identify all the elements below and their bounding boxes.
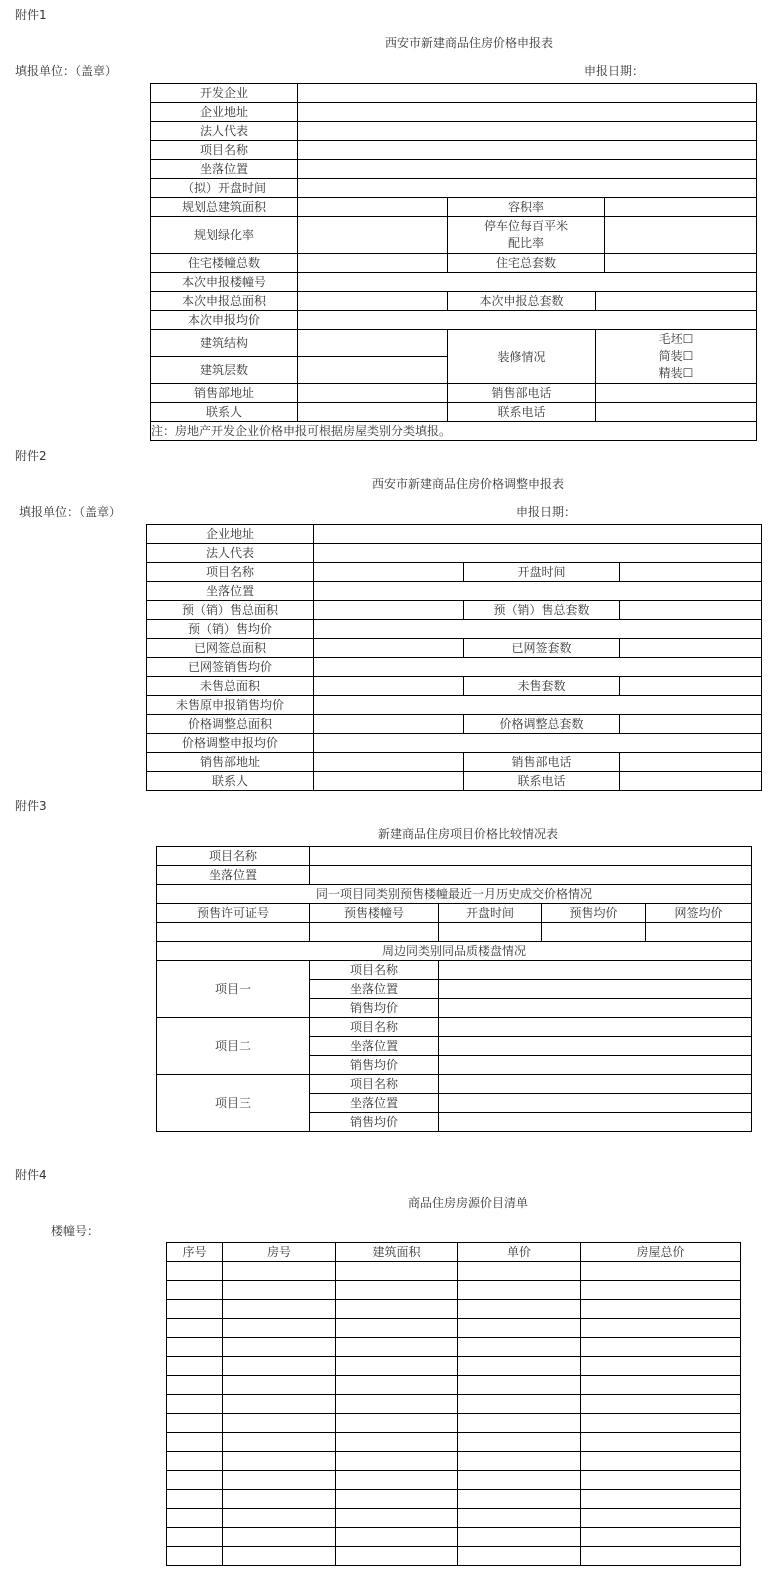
input-adjust-area[interactable] bbox=[314, 715, 464, 734]
checkbox-fine[interactable]: 精装☐ bbox=[658, 366, 694, 380]
label-location: 坐落位置 bbox=[157, 866, 310, 885]
table-row bbox=[167, 1490, 741, 1509]
label-signed-area: 已网签总面积 bbox=[147, 639, 314, 658]
input-cell[interactable] bbox=[439, 961, 752, 980]
col-total-price: 房屋总价 bbox=[581, 1243, 741, 1262]
label-company-address: 企业地址 bbox=[147, 525, 314, 544]
input-cell[interactable] bbox=[223, 1281, 336, 1300]
input-unsold-area[interactable] bbox=[314, 677, 464, 696]
col-presale-building: 预售楼幢号 bbox=[310, 904, 439, 923]
input-cell[interactable] bbox=[458, 1528, 581, 1547]
input-cell[interactable] bbox=[336, 1262, 458, 1281]
input-cell[interactable] bbox=[336, 1547, 458, 1566]
col-presale-permit: 预售许可证号 bbox=[157, 904, 310, 923]
input-cell[interactable] bbox=[167, 1509, 223, 1528]
input-cell[interactable] bbox=[167, 1452, 223, 1471]
label-opening-time: 开盘时间 bbox=[464, 563, 620, 582]
field-label: 坐落位置 bbox=[310, 1094, 439, 1113]
field-label: 销售均价 bbox=[310, 999, 439, 1018]
nearby-project-2-label: 项目二 bbox=[157, 1018, 310, 1075]
input-developer[interactable] bbox=[298, 84, 757, 103]
input-declared-area[interactable] bbox=[298, 292, 448, 311]
nearby-project-1-label: 项目一 bbox=[157, 961, 310, 1018]
table-row bbox=[167, 1338, 741, 1357]
table-row bbox=[167, 1262, 741, 1281]
col-floor-area: 建筑面积 bbox=[336, 1243, 458, 1262]
input-sales-phone[interactable] bbox=[620, 753, 762, 772]
label-planned-total-area: 规划总建筑面积 bbox=[151, 198, 298, 217]
table-row bbox=[167, 1376, 741, 1395]
input-cell[interactable] bbox=[167, 1319, 223, 1338]
input-cell[interactable] bbox=[336, 1338, 458, 1357]
input-cell[interactable] bbox=[167, 1395, 223, 1414]
input-cell[interactable] bbox=[581, 1281, 741, 1300]
unit-price-list-table bbox=[166, 1242, 741, 1566]
input-cell[interactable] bbox=[223, 1528, 336, 1547]
input-sales-phone[interactable] bbox=[596, 384, 757, 403]
label-signed-units: 已网签套数 bbox=[464, 639, 620, 658]
input-cell[interactable] bbox=[336, 1357, 458, 1376]
input-cell[interactable] bbox=[458, 1319, 581, 1338]
label-building-numbers: 本次申报楼幢号 bbox=[151, 273, 298, 292]
label-unsold-area: 未售总面积 bbox=[147, 677, 314, 696]
input-sales-address[interactable] bbox=[314, 753, 464, 772]
field-label: 项目名称 bbox=[310, 1075, 439, 1094]
table-row bbox=[167, 1433, 741, 1452]
input-cell[interactable] bbox=[336, 1490, 458, 1509]
col-opening-time: 开盘时间 bbox=[439, 904, 542, 923]
input-cell[interactable] bbox=[581, 1376, 741, 1395]
input-cell[interactable] bbox=[439, 1056, 752, 1075]
input-cell[interactable] bbox=[336, 1528, 458, 1547]
input-cell[interactable] bbox=[223, 1319, 336, 1338]
input-cell[interactable] bbox=[167, 1547, 223, 1566]
label-adjust-avg: 价格调整申报均价 bbox=[147, 734, 314, 753]
input-cell[interactable] bbox=[167, 1262, 223, 1281]
label-declared-area: 本次申报总面积 bbox=[151, 292, 298, 311]
attachment1-unit-label: 填报单位：（盖章） bbox=[15, 64, 118, 78]
input-cell[interactable] bbox=[581, 1433, 741, 1452]
field-label: 销售均价 bbox=[310, 1056, 439, 1075]
parking-ratio-line1: 停车位每百平米 bbox=[483, 219, 568, 233]
label-floors: 建筑层数 bbox=[151, 357, 298, 384]
attachment2-title: 西安市新建商品住房价格调整申报表 bbox=[372, 477, 565, 491]
input-cell[interactable] bbox=[581, 1452, 741, 1471]
input-cell[interactable] bbox=[223, 1433, 336, 1452]
input-cell[interactable] bbox=[336, 1414, 458, 1433]
input-cell[interactable] bbox=[458, 1357, 581, 1376]
input-cell[interactable] bbox=[581, 1262, 741, 1281]
col-room-no: 房号 bbox=[223, 1243, 336, 1262]
label-plot-ratio: 容积率 bbox=[448, 198, 605, 217]
input-cell[interactable] bbox=[581, 1395, 741, 1414]
history-header: 同一项目同类别预售楼幢最近一月历史成交价格情况 bbox=[157, 885, 752, 904]
input-cell[interactable] bbox=[542, 923, 646, 942]
input-location[interactable] bbox=[310, 866, 752, 885]
field-label: 项目名称 bbox=[310, 961, 439, 980]
input-cell[interactable] bbox=[167, 1528, 223, 1547]
input-cell[interactable] bbox=[167, 1357, 223, 1376]
label-contact: 联系人 bbox=[147, 772, 314, 791]
label-unsold-orig-avg: 未售原申报销售均价 bbox=[147, 696, 314, 715]
price-adjustment-table bbox=[146, 524, 762, 791]
input-cell[interactable] bbox=[439, 1094, 752, 1113]
input-contact[interactable] bbox=[314, 772, 464, 791]
input-cell[interactable] bbox=[223, 1490, 336, 1509]
input-cell[interactable] bbox=[581, 1319, 741, 1338]
price-comparison-table bbox=[156, 846, 752, 1132]
field-label: 坐落位置 bbox=[310, 1037, 439, 1056]
input-cell[interactable] bbox=[167, 1281, 223, 1300]
field-label: 销售均价 bbox=[310, 1113, 439, 1132]
input-structure[interactable] bbox=[298, 330, 448, 357]
attachment3-title: 新建商品住房项目价格比较情况表 bbox=[378, 827, 559, 841]
input-plot-ratio[interactable] bbox=[605, 198, 757, 217]
input-cell[interactable] bbox=[336, 1395, 458, 1414]
label-presale-units: 预（销）售总套数 bbox=[464, 601, 620, 620]
decoration-options bbox=[596, 330, 757, 384]
input-cell[interactable] bbox=[439, 1037, 752, 1056]
label-location: 坐落位置 bbox=[147, 582, 314, 601]
table-row bbox=[167, 1509, 741, 1528]
input-opening-time[interactable] bbox=[620, 563, 762, 582]
input-floors[interactable] bbox=[298, 357, 448, 384]
col-seq: 序号 bbox=[167, 1243, 223, 1262]
input-declared-units[interactable] bbox=[596, 292, 757, 311]
label-sales-phone: 销售部电话 bbox=[464, 753, 620, 772]
field-label: 项目名称 bbox=[310, 1018, 439, 1037]
price-list-body bbox=[167, 1262, 741, 1566]
attachment3-tag: 附件3 bbox=[15, 799, 47, 813]
input-cell[interactable] bbox=[223, 1300, 336, 1319]
input-project-name[interactable] bbox=[314, 563, 464, 582]
label-location: 坐落位置 bbox=[151, 160, 298, 179]
label-structure: 建筑结构 bbox=[151, 330, 298, 357]
checkbox-simple[interactable]: 简装☐ bbox=[658, 349, 694, 363]
label-sales-phone: 销售部电话 bbox=[448, 384, 596, 403]
label-parking-ratio bbox=[448, 217, 605, 254]
label-unsold-units: 未售套数 bbox=[464, 677, 620, 696]
input-cell[interactable] bbox=[336, 1433, 458, 1452]
input-cell[interactable] bbox=[439, 923, 542, 942]
input-cell[interactable] bbox=[581, 1357, 741, 1376]
input-adjust-avg[interactable] bbox=[314, 734, 762, 753]
input-cell[interactable] bbox=[646, 923, 752, 942]
checkbox-rough[interactable]: 毛坯☐ bbox=[658, 332, 694, 346]
input-legal-rep[interactable] bbox=[298, 122, 757, 141]
attachment1-tag: 附件1 bbox=[15, 8, 47, 22]
input-cell[interactable] bbox=[458, 1338, 581, 1357]
input-cell[interactable] bbox=[157, 923, 310, 942]
input-cell[interactable] bbox=[458, 1281, 581, 1300]
input-presale-units[interactable] bbox=[620, 601, 762, 620]
input-adjust-units[interactable] bbox=[620, 715, 762, 734]
field-label: 坐落位置 bbox=[310, 980, 439, 999]
input-cell[interactable] bbox=[223, 1471, 336, 1490]
input-cell[interactable] bbox=[458, 1452, 581, 1471]
label-project-name: 项目名称 bbox=[157, 847, 310, 866]
input-location[interactable] bbox=[314, 582, 762, 601]
table-row bbox=[167, 1357, 741, 1376]
input-project-name[interactable] bbox=[310, 847, 752, 866]
nearby-header: 周边同类别同品质楼盘情况 bbox=[157, 942, 752, 961]
input-cell[interactable] bbox=[458, 1262, 581, 1281]
input-contact-phone[interactable] bbox=[596, 403, 757, 422]
input-cell[interactable] bbox=[336, 1376, 458, 1395]
input-cell[interactable] bbox=[581, 1547, 741, 1566]
input-cell[interactable] bbox=[581, 1300, 741, 1319]
input-parking-ratio[interactable] bbox=[605, 217, 757, 254]
input-cell[interactable] bbox=[439, 1018, 752, 1037]
input-building-count[interactable] bbox=[298, 254, 448, 273]
label-decoration: 装修情况 bbox=[448, 330, 596, 384]
table-row bbox=[167, 1528, 741, 1547]
input-cell[interactable] bbox=[336, 1452, 458, 1471]
input-cell[interactable] bbox=[167, 1414, 223, 1433]
label-contact-phone: 联系电话 bbox=[448, 403, 596, 422]
col-signed-avg: 网签均价 bbox=[646, 904, 752, 923]
label-company-address: 企业地址 bbox=[151, 103, 298, 122]
input-unsold-orig-avg[interactable] bbox=[314, 696, 762, 715]
input-cell[interactable] bbox=[458, 1547, 581, 1566]
label-declared-avg-price: 本次申报均价 bbox=[151, 311, 298, 330]
input-cell[interactable] bbox=[439, 1075, 752, 1094]
input-cell[interactable] bbox=[167, 1338, 223, 1357]
table-row bbox=[167, 1547, 741, 1566]
input-legal-rep[interactable] bbox=[314, 544, 762, 563]
label-declared-units: 本次申报总套数 bbox=[448, 292, 596, 311]
input-green-ratio[interactable] bbox=[298, 217, 448, 254]
input-cell[interactable] bbox=[223, 1452, 336, 1471]
input-presale-avg[interactable] bbox=[314, 620, 762, 639]
input-contact-phone[interactable] bbox=[620, 772, 762, 791]
input-unit-total[interactable] bbox=[605, 254, 757, 273]
input-cell[interactable] bbox=[581, 1528, 741, 1547]
input-cell[interactable] bbox=[336, 1300, 458, 1319]
input-cell[interactable] bbox=[167, 1490, 223, 1509]
label-developer: 开发企业 bbox=[151, 84, 298, 103]
label-adjust-units: 价格调整总套数 bbox=[464, 715, 620, 734]
label-sales-address: 销售部地址 bbox=[147, 753, 314, 772]
price-declaration-table bbox=[150, 83, 757, 441]
input-signed-avg[interactable] bbox=[314, 658, 762, 677]
input-cell[interactable] bbox=[439, 980, 752, 999]
label-project-name: 项目名称 bbox=[147, 563, 314, 582]
building-number-label: 楼幢号： bbox=[51, 1224, 100, 1238]
input-cell[interactable] bbox=[458, 1395, 581, 1414]
table-row bbox=[167, 1300, 741, 1319]
input-presale-area[interactable] bbox=[314, 601, 464, 620]
table-note: 注：房地产开发企业价格申报可根据房屋类别分类填报。 bbox=[151, 422, 757, 441]
label-contact: 联系人 bbox=[151, 403, 298, 422]
input-company-address[interactable] bbox=[298, 103, 757, 122]
input-contact[interactable] bbox=[298, 403, 448, 422]
label-project-name: 项目名称 bbox=[151, 141, 298, 160]
label-unit-total: 住宅总套数 bbox=[448, 254, 605, 273]
input-cell[interactable] bbox=[581, 1490, 741, 1509]
attachment2-tag: 附件2 bbox=[15, 449, 47, 463]
input-cell[interactable] bbox=[458, 1471, 581, 1490]
input-sales-address[interactable] bbox=[298, 384, 448, 403]
input-project-name[interactable] bbox=[298, 141, 757, 160]
input-cell[interactable] bbox=[167, 1376, 223, 1395]
input-cell[interactable] bbox=[458, 1414, 581, 1433]
input-cell[interactable] bbox=[336, 1281, 458, 1300]
label-contact-phone: 联系电话 bbox=[464, 772, 620, 791]
input-cell[interactable] bbox=[581, 1338, 741, 1357]
label-opening-time: （拟）开盘时间 bbox=[151, 179, 298, 198]
label-building-count: 住宅楼幢总数 bbox=[151, 254, 298, 273]
input-building-numbers[interactable] bbox=[298, 273, 757, 292]
input-cell[interactable] bbox=[223, 1338, 336, 1357]
table-row bbox=[167, 1471, 741, 1490]
input-cell[interactable] bbox=[223, 1262, 336, 1281]
input-cell[interactable] bbox=[223, 1395, 336, 1414]
input-cell[interactable] bbox=[223, 1376, 336, 1395]
attachment1-title: 西安市新建商品住房价格申报表 bbox=[385, 36, 554, 50]
nearby-project-3-label: 项目三 bbox=[157, 1075, 310, 1132]
input-cell[interactable] bbox=[458, 1300, 581, 1319]
table-row bbox=[167, 1395, 741, 1414]
label-presale-area: 预（销）售总面积 bbox=[147, 601, 314, 620]
input-cell[interactable] bbox=[336, 1319, 458, 1338]
input-cell[interactable] bbox=[167, 1433, 223, 1452]
col-unit-price: 单价 bbox=[458, 1243, 581, 1262]
table-row bbox=[167, 1319, 741, 1338]
input-cell[interactable] bbox=[167, 1471, 223, 1490]
input-cell[interactable] bbox=[223, 1357, 336, 1376]
attachment4-title: 商品住房房源价目清单 bbox=[408, 1196, 529, 1210]
input-cell[interactable] bbox=[167, 1300, 223, 1319]
input-cell[interactable] bbox=[581, 1509, 741, 1528]
input-location[interactable] bbox=[298, 160, 757, 179]
input-cell[interactable] bbox=[310, 923, 439, 942]
label-signed-avg: 已网签销售均价 bbox=[147, 658, 314, 677]
input-unsold-units[interactable] bbox=[620, 677, 762, 696]
input-signed-units[interactable] bbox=[620, 639, 762, 658]
input-company-address[interactable] bbox=[314, 525, 762, 544]
label-presale-avg: 预（销）售均价 bbox=[147, 620, 314, 639]
attachment2-unit-label: 填报单位：（盖章） bbox=[19, 505, 122, 519]
input-cell[interactable] bbox=[439, 999, 752, 1018]
col-presale-avg: 预售均价 bbox=[542, 904, 646, 923]
attachment2-date-label: 申报日期： bbox=[516, 505, 577, 519]
input-cell[interactable] bbox=[439, 1113, 752, 1132]
input-declared-avg-price[interactable] bbox=[298, 311, 757, 330]
label-sales-address: 销售部地址 bbox=[151, 384, 298, 403]
input-cell[interactable] bbox=[223, 1414, 336, 1433]
table-row bbox=[167, 1452, 741, 1471]
attachment4-tag: 附件4 bbox=[15, 1168, 47, 1182]
input-signed-area[interactable] bbox=[314, 639, 464, 658]
input-cell[interactable] bbox=[458, 1433, 581, 1452]
input-cell[interactable] bbox=[458, 1376, 581, 1395]
table-row bbox=[167, 1414, 741, 1433]
input-cell[interactable] bbox=[223, 1509, 336, 1528]
label-legal-rep: 法人代表 bbox=[151, 122, 298, 141]
input-cell[interactable] bbox=[458, 1490, 581, 1509]
input-cell[interactable] bbox=[581, 1414, 741, 1433]
attachment1-date-label: 申报日期： bbox=[584, 64, 645, 78]
input-cell[interactable] bbox=[458, 1509, 581, 1528]
parking-ratio-line2: 配比率 bbox=[507, 236, 544, 250]
input-cell[interactable] bbox=[223, 1547, 336, 1566]
input-cell[interactable] bbox=[336, 1471, 458, 1490]
label-green-ratio: 规划绿化率 bbox=[151, 217, 298, 254]
input-cell[interactable] bbox=[336, 1509, 458, 1528]
input-opening-time[interactable] bbox=[298, 179, 757, 198]
input-planned-total-area[interactable] bbox=[298, 198, 448, 217]
input-cell[interactable] bbox=[581, 1471, 741, 1490]
label-legal-rep: 法人代表 bbox=[147, 544, 314, 563]
table-row bbox=[167, 1281, 741, 1300]
label-adjust-area: 价格调整总面积 bbox=[147, 715, 314, 734]
